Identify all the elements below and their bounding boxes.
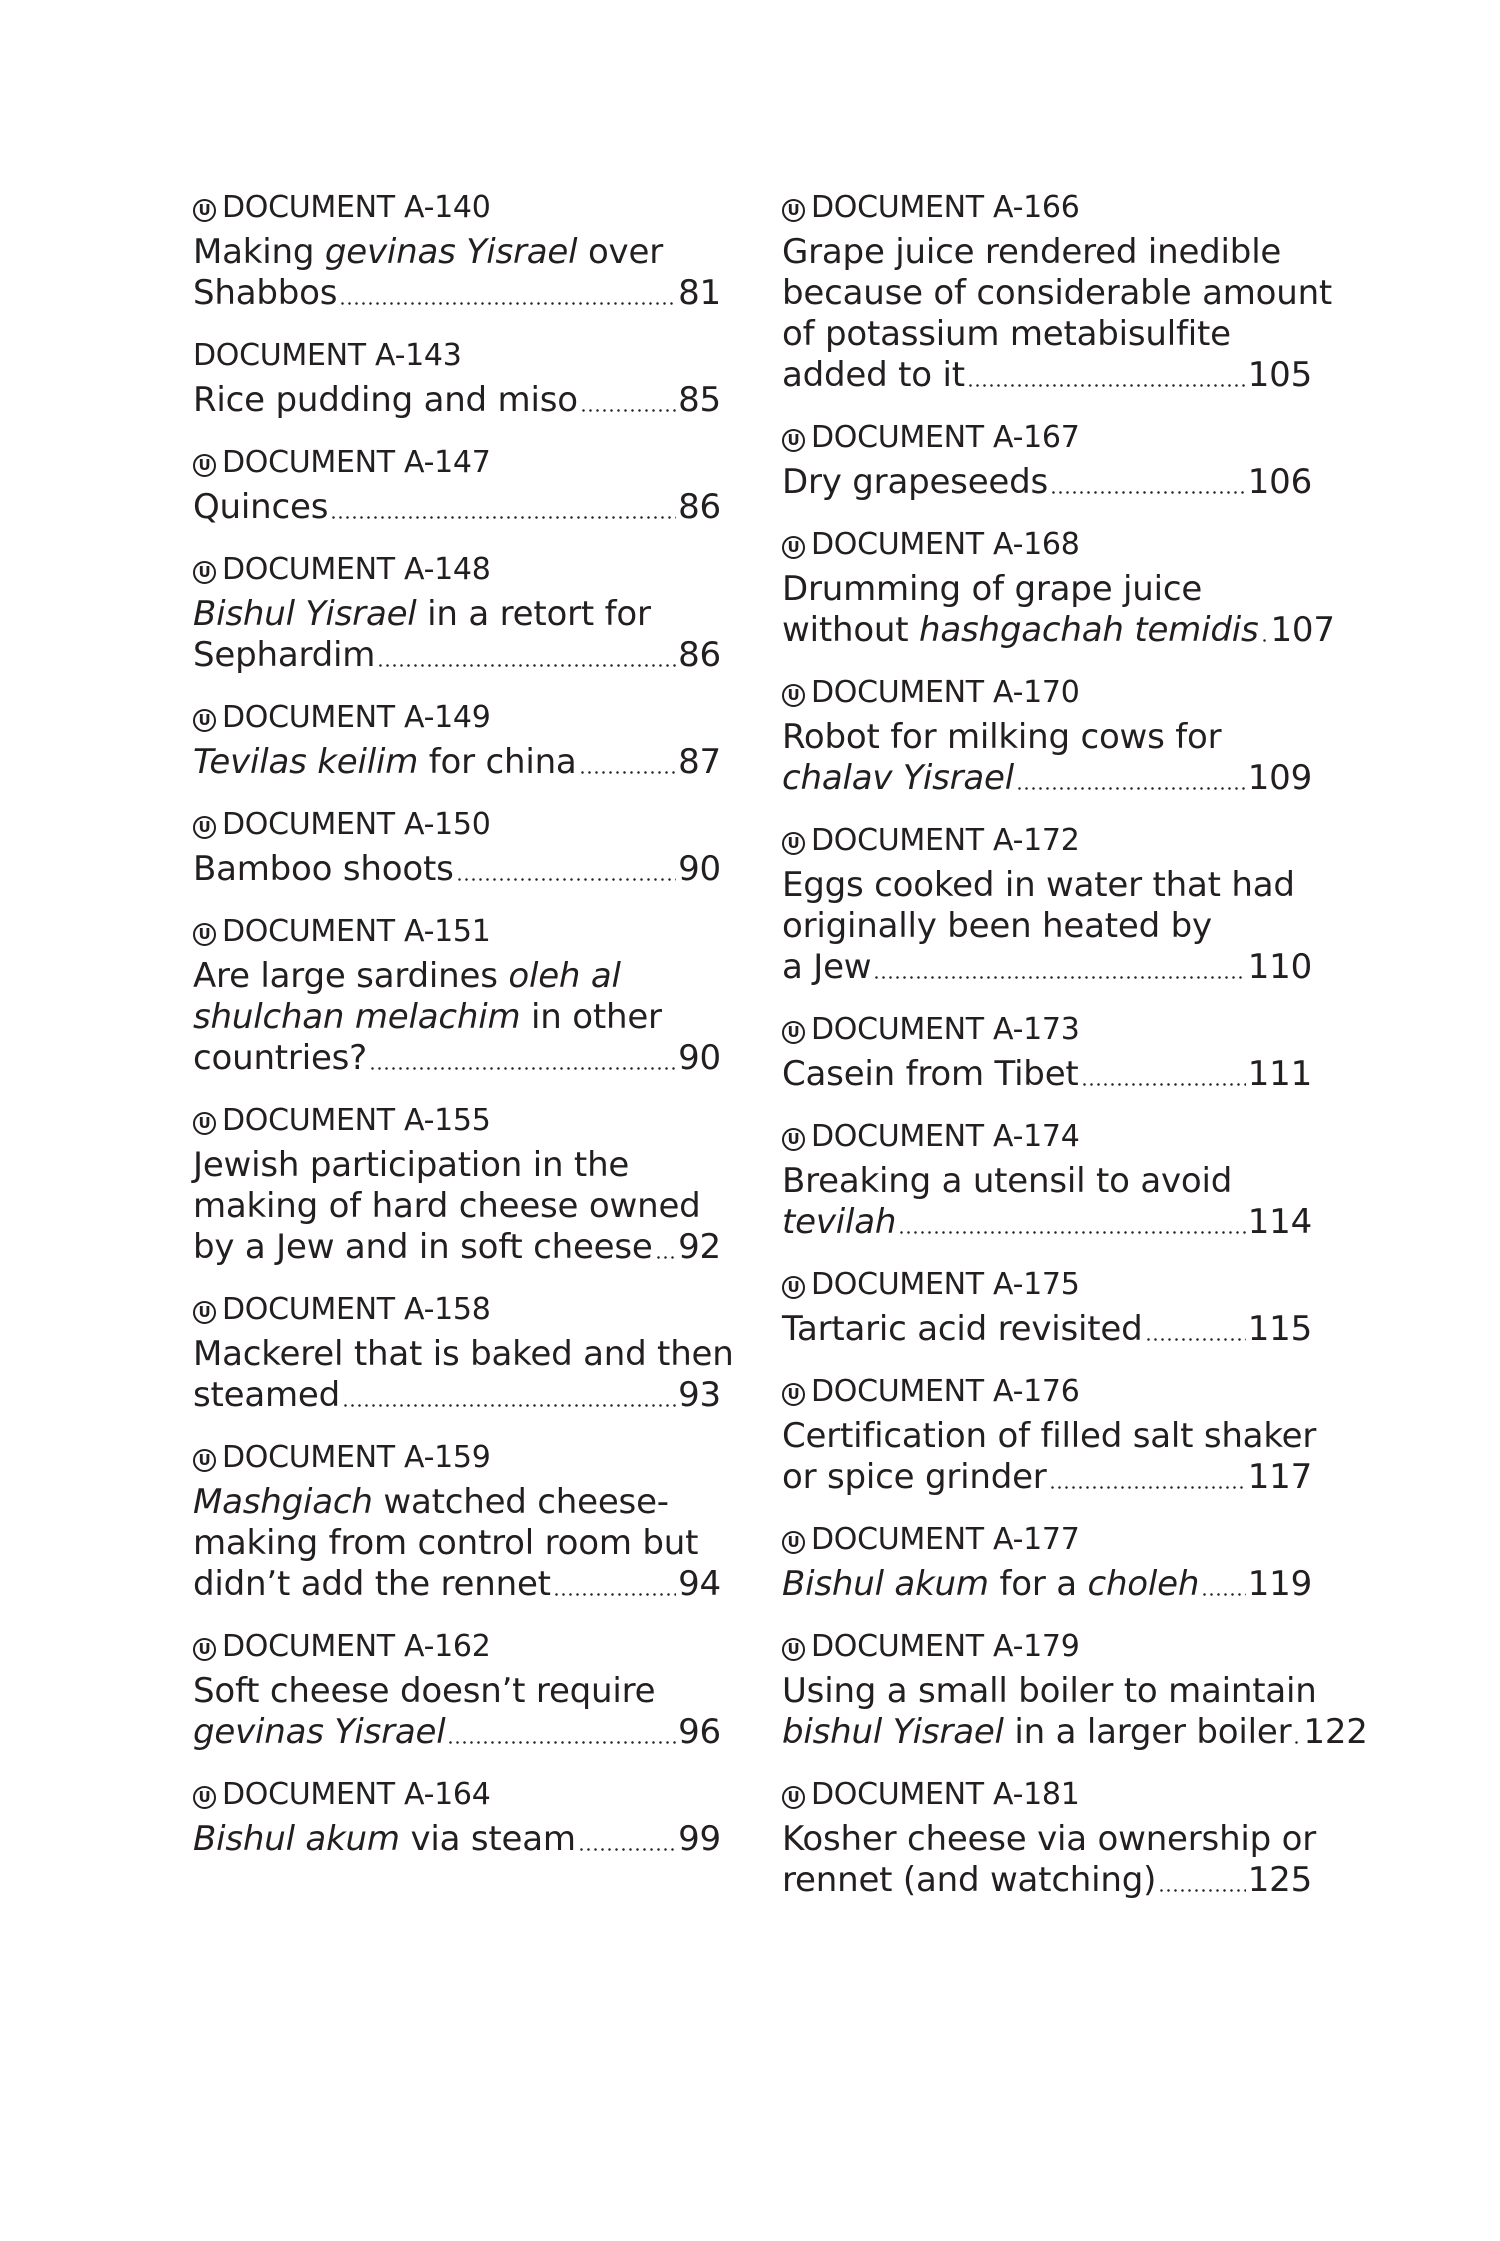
ou-symbol-icon: U <box>782 832 805 855</box>
ou-symbol-icon: U <box>782 1638 805 1661</box>
title-line <box>193 742 721 783</box>
document-number: DOCUMENT A-155 <box>222 1103 491 1138</box>
document-heading <box>782 1372 1312 1412</box>
title-text <box>782 610 1259 651</box>
entry-title <box>782 717 1312 799</box>
document-number: DOCUMENT A-181 <box>811 1777 1080 1812</box>
title-segment: Robot for milking cows for <box>782 717 1222 757</box>
title-line <box>193 635 721 676</box>
document-number: DOCUMENT A-159 <box>222 1440 491 1475</box>
title-text <box>782 758 1014 799</box>
title-segment: for china <box>418 742 577 782</box>
ou-symbol-icon: U <box>193 709 216 732</box>
toc-entry[interactable] <box>782 1520 1312 1605</box>
title-text <box>782 1860 1156 1901</box>
toc-left-column <box>193 188 734 1860</box>
title-segment: Sephardim <box>193 635 376 675</box>
title-segment: Rice pudding and miso <box>193 380 578 420</box>
title-line <box>782 1202 1312 1243</box>
document-heading <box>782 525 1312 565</box>
toc-entry[interactable] <box>782 525 1335 651</box>
entry-title <box>782 232 1333 396</box>
document-number: DOCUMENT A-175 <box>811 1267 1080 1302</box>
entry-title <box>193 742 721 783</box>
title-line <box>782 1860 1312 1901</box>
toc-entry[interactable] <box>193 1438 721 1605</box>
document-heading <box>193 805 721 845</box>
dot-leader <box>456 878 677 881</box>
dot-leader <box>967 384 1246 387</box>
italic-term: gevinas Yisrael <box>324 232 578 272</box>
title-segment: Making <box>193 232 325 272</box>
toc-entry[interactable] <box>193 188 721 314</box>
dot-leader <box>898 1231 1245 1234</box>
title-line <box>193 997 721 1038</box>
toc-entry[interactable] <box>782 188 1333 396</box>
title-line <box>193 849 721 890</box>
dot-leader <box>1201 1593 1245 1596</box>
toc-entry[interactable] <box>782 418 1312 503</box>
title-segment: in a larger boiler <box>1003 1712 1292 1752</box>
title-line <box>782 717 1312 758</box>
toc-entry[interactable] <box>782 1265 1312 1350</box>
title-text <box>782 355 965 396</box>
page-number: 86 <box>678 487 721 527</box>
entry-title <box>193 594 721 676</box>
dot-leader <box>578 1848 676 1851</box>
title-line <box>193 1712 721 1753</box>
title-line <box>193 1038 721 1079</box>
document-number: DOCUMENT A-158 <box>222 1292 491 1327</box>
ou-symbol-icon: U <box>193 1112 216 1135</box>
dot-leader <box>342 1404 676 1407</box>
document-heading <box>193 1438 721 1478</box>
document-heading <box>193 188 721 228</box>
dot-leader <box>1081 1083 1246 1086</box>
title-segment: Jewish participation in the <box>193 1145 630 1185</box>
title-line <box>193 232 721 273</box>
document-number: DOCUMENT A-166 <box>811 190 1080 225</box>
toc-entry[interactable] <box>193 1775 721 1860</box>
title-segment: by a Jew and in soft cheese <box>193 1227 653 1267</box>
ou-symbol-icon: U <box>193 454 216 477</box>
dot-leader <box>1016 787 1246 790</box>
title-segment: Tartaric acid revisited <box>782 1309 1143 1349</box>
title-line <box>782 314 1312 355</box>
document-number: DOCUMENT A-172 <box>811 823 1080 858</box>
document-heading <box>193 336 721 376</box>
title-segment: watched cheese- <box>372 1482 669 1522</box>
entry-title <box>193 232 721 314</box>
title-line <box>193 1523 721 1564</box>
dot-leader <box>655 1256 676 1259</box>
ou-symbol-icon: U <box>782 1786 805 1809</box>
title-segment: of potassium metabisulfite <box>782 314 1231 354</box>
entry-title <box>193 487 721 528</box>
entry-title <box>782 1819 1317 1901</box>
ou-symbol-icon: U <box>193 1638 216 1661</box>
document-heading <box>782 1117 1312 1157</box>
document-number: DOCUMENT A-177 <box>811 1522 1080 1557</box>
title-line <box>782 1671 1317 1712</box>
entry-title <box>782 569 1335 651</box>
title-line <box>193 1145 721 1186</box>
italic-term: shulchan melachim <box>193 997 521 1037</box>
dot-leader <box>579 771 677 774</box>
title-segment: rennet (and watching) <box>782 1860 1157 1900</box>
title-text <box>193 1227 653 1268</box>
title-line <box>193 1334 734 1375</box>
title-line <box>193 1482 721 1523</box>
entry-title <box>193 956 721 1079</box>
ou-symbol-icon: U <box>782 1383 805 1406</box>
toc-entry[interactable] <box>193 336 721 421</box>
title-segment: Certification of filled salt shaker <box>782 1416 1317 1456</box>
page-number: 110 <box>1247 947 1312 987</box>
document-heading <box>782 188 1312 228</box>
page-number: 117 <box>1247 1457 1312 1497</box>
italic-term: Bishul akum <box>782 1564 989 1604</box>
title-line <box>782 355 1312 396</box>
title-line <box>782 569 1312 610</box>
document-number: DOCUMENT A-150 <box>222 807 491 842</box>
ou-symbol-icon: U <box>782 1276 805 1299</box>
ou-symbol-icon: U <box>782 684 805 707</box>
document-heading <box>193 443 721 483</box>
title-text <box>782 462 1048 503</box>
dot-leader <box>1158 1889 1246 1892</box>
document-number: DOCUMENT A-151 <box>222 914 491 949</box>
toc-entry[interactable] <box>782 673 1312 799</box>
title-line <box>193 1227 721 1268</box>
ou-symbol-icon: U <box>782 1128 805 1151</box>
toc-entry[interactable] <box>193 1627 721 1753</box>
page-number: 114 <box>1247 1202 1312 1242</box>
page-number: 105 <box>1247 355 1312 395</box>
title-segment: for a <box>988 1564 1088 1604</box>
page-number: 99 <box>678 1819 721 1859</box>
title-text <box>782 1309 1143 1350</box>
page-number: 119 <box>1247 1564 1312 1604</box>
title-segment: Soft cheese doesn’t require <box>193 1671 656 1711</box>
ou-symbol-icon: U <box>193 923 216 946</box>
page-number: 107 <box>1270 610 1335 650</box>
title-line <box>782 1161 1312 1202</box>
title-line <box>193 956 721 997</box>
page-number: 109 <box>1247 758 1312 798</box>
title-line <box>193 380 721 421</box>
title-line <box>782 273 1333 314</box>
toc-entry[interactable] <box>193 550 721 676</box>
document-heading <box>782 1627 1312 1667</box>
ou-symbol-icon: U <box>193 199 216 222</box>
ou-symbol-icon: U <box>193 561 216 584</box>
ou-symbol-icon: U <box>193 816 216 839</box>
document-heading <box>782 1265 1312 1305</box>
toc-entry[interactable] <box>193 805 721 890</box>
entry-title <box>193 1671 721 1753</box>
ou-symbol-icon: U <box>193 1449 216 1472</box>
italic-term: tevilah <box>782 1202 897 1242</box>
dot-leader <box>580 409 676 412</box>
entry-title <box>193 380 721 421</box>
document-number: DOCUMENT A-143 <box>193 338 462 373</box>
title-segment: didn’t add the rennet <box>193 1564 551 1604</box>
title-text <box>193 1819 576 1860</box>
document-number: DOCUMENT A-179 <box>811 1629 1080 1664</box>
document-number: DOCUMENT A-167 <box>811 420 1080 455</box>
page-number: 81 <box>678 273 721 313</box>
italic-term: hashgachah temidis <box>919 610 1259 650</box>
title-text <box>193 1038 367 1079</box>
toc-entry[interactable] <box>193 698 721 783</box>
toc-entry[interactable] <box>782 1775 1317 1901</box>
italic-term: gevinas Yisrael <box>193 1712 446 1752</box>
document-heading <box>193 1290 721 1330</box>
title-line <box>782 1564 1312 1605</box>
ou-symbol-icon: U <box>782 1021 805 1044</box>
document-heading <box>193 698 721 738</box>
page-number: 93 <box>678 1375 721 1415</box>
document-heading <box>193 550 721 590</box>
title-line <box>782 610 1335 651</box>
title-segment: Casein from Tibet <box>782 1054 1079 1094</box>
toc-right-column <box>782 188 1368 1901</box>
entry-title <box>782 462 1312 503</box>
ou-symbol-icon: U <box>193 1786 216 1809</box>
document-number: DOCUMENT A-148 <box>222 552 491 587</box>
title-text <box>193 1564 551 1605</box>
page-number: 122 <box>1303 1712 1368 1752</box>
document-number: DOCUMENT A-149 <box>222 700 491 735</box>
page-number: 85 <box>678 380 721 420</box>
page-number: 115 <box>1247 1309 1312 1349</box>
entry-title <box>782 1309 1312 1350</box>
toc-entry[interactable] <box>782 1117 1312 1243</box>
italic-term: bishul Yisrael <box>782 1712 1004 1752</box>
title-segment: Drumming of grape juice <box>782 569 1203 609</box>
page-number: 86 <box>678 635 721 675</box>
ou-symbol-icon: U <box>193 1301 216 1324</box>
page-number: 111 <box>1247 1054 1312 1094</box>
title-text <box>193 1375 340 1416</box>
document-number: DOCUMENT A-164 <box>222 1777 491 1812</box>
ou-symbol-icon: U <box>782 199 805 222</box>
dot-leader <box>339 302 676 305</box>
dot-leader <box>1293 1741 1301 1744</box>
page-number: 125 <box>1247 1860 1312 1900</box>
entry-title <box>782 1416 1317 1498</box>
title-text <box>193 1712 445 1753</box>
dot-leader <box>330 516 676 519</box>
title-segment: Bamboo shoots <box>193 849 454 889</box>
title-segment: Shabbos <box>193 273 338 313</box>
title-text <box>782 1202 896 1243</box>
title-line <box>782 865 1312 906</box>
title-line <box>193 1375 721 1416</box>
page-number: 90 <box>678 1038 721 1078</box>
document-heading <box>193 1627 721 1667</box>
ou-symbol-icon: U <box>782 1531 805 1554</box>
dot-leader <box>377 664 676 667</box>
title-text <box>193 380 578 421</box>
italic-term: chalav Yisrael <box>782 758 1014 798</box>
toc-entry[interactable] <box>193 1101 721 1268</box>
page-number: 96 <box>678 1712 721 1752</box>
title-segment: Dry grapeseeds <box>782 462 1049 502</box>
entry-title <box>782 1161 1312 1243</box>
toc-entry[interactable] <box>782 1372 1317 1498</box>
entry-title <box>782 1671 1368 1753</box>
page-number: 92 <box>678 1227 721 1267</box>
document-number: DOCUMENT A-168 <box>811 527 1080 562</box>
title-segment: Quinces <box>193 487 329 527</box>
document-heading <box>782 821 1312 861</box>
document-heading <box>782 418 1312 458</box>
title-line <box>782 1309 1312 1350</box>
title-segment: Breaking a utensil to avoid <box>782 1161 1233 1201</box>
page-number: 90 <box>678 849 721 889</box>
toc-entry[interactable] <box>193 1290 734 1416</box>
dot-leader <box>1261 639 1269 642</box>
title-segment: or spice grinder <box>782 1457 1047 1497</box>
italic-term: oleh al <box>508 956 621 996</box>
title-segment: in a retort for <box>416 594 651 634</box>
title-line <box>193 1564 721 1605</box>
title-text <box>193 273 337 314</box>
document-number: DOCUMENT A-174 <box>811 1119 1080 1154</box>
dot-leader <box>553 1593 676 1596</box>
entry-title <box>193 1145 721 1268</box>
title-text <box>193 849 454 890</box>
title-segment: Mackerel that is baked and then <box>193 1334 734 1374</box>
document-heading <box>782 673 1312 713</box>
dot-leader <box>1145 1338 1246 1341</box>
title-line <box>782 1819 1317 1860</box>
toc-entry[interactable] <box>193 912 721 1079</box>
title-line <box>193 273 721 314</box>
title-line <box>782 947 1312 988</box>
dot-leader <box>1050 491 1246 494</box>
title-line <box>782 1416 1317 1457</box>
title-line <box>782 1712 1368 1753</box>
document-number: DOCUMENT A-176 <box>811 1374 1080 1409</box>
document-number: DOCUMENT A-147 <box>222 445 491 480</box>
title-line <box>782 1054 1312 1095</box>
title-segment: a Jew <box>782 947 872 987</box>
title-segment: making of hard cheese owned <box>193 1186 701 1226</box>
document-heading <box>193 1101 721 1141</box>
title-text <box>193 635 375 676</box>
italic-term: Mashgiach <box>193 1482 373 1522</box>
title-text <box>782 947 871 988</box>
title-text <box>782 1712 1291 1753</box>
document-heading <box>782 1010 1312 1050</box>
title-line <box>193 1671 721 1712</box>
title-text <box>193 742 577 783</box>
title-line <box>193 594 721 635</box>
document-number: DOCUMENT A-170 <box>811 675 1080 710</box>
title-line <box>193 1819 721 1860</box>
title-line <box>193 1186 721 1227</box>
document-heading <box>193 1775 721 1815</box>
dot-leader <box>369 1067 676 1070</box>
dot-leader <box>873 976 1245 979</box>
document-number: DOCUMENT A-173 <box>811 1012 1080 1047</box>
page-number: 106 <box>1247 462 1312 502</box>
entry-title <box>193 1482 721 1605</box>
dot-leader <box>1049 1486 1246 1489</box>
title-segment: originally been heated by <box>782 906 1212 946</box>
toc-entry[interactable] <box>193 443 721 528</box>
title-segment: Kosher cheese via ownership or <box>782 1819 1317 1859</box>
title-segment: making from control room but <box>193 1523 699 1563</box>
title-text <box>782 1564 1199 1605</box>
toc-entry[interactable] <box>782 821 1312 988</box>
title-segment: because of considerable amount <box>782 273 1333 313</box>
toc-entry[interactable] <box>782 1010 1312 1095</box>
italic-term: Bishul Yisrael <box>193 594 417 634</box>
entry-title <box>193 1819 721 1860</box>
entry-title <box>193 1334 734 1416</box>
title-text <box>782 1054 1079 1095</box>
entry-title <box>782 1564 1312 1605</box>
title-segment: via steam <box>399 1819 576 1859</box>
italic-term: Bishul akum <box>193 1819 400 1859</box>
title-segment: Using a small boiler to maintain <box>782 1671 1317 1711</box>
title-line <box>782 232 1312 273</box>
dot-leader <box>447 1741 676 1744</box>
title-segment: in other <box>520 997 662 1037</box>
title-text <box>193 487 328 528</box>
document-number: DOCUMENT A-140 <box>222 190 491 225</box>
italic-term: Tevilas keilim <box>193 742 419 782</box>
title-segment: without <box>782 610 920 650</box>
entry-title <box>782 1054 1312 1095</box>
document-heading <box>782 1520 1312 1560</box>
title-segment: Eggs cooked in water that had <box>782 865 1295 905</box>
document-number: DOCUMENT A-162 <box>222 1629 491 1664</box>
entry-title <box>782 865 1312 988</box>
title-segment: over <box>577 232 663 272</box>
toc-entry[interactable] <box>782 1627 1368 1753</box>
document-heading <box>193 912 721 952</box>
document-heading <box>782 1775 1312 1815</box>
title-text <box>782 1457 1047 1498</box>
title-segment: Grape juice rendered inedible <box>782 232 1282 272</box>
title-line <box>782 462 1312 503</box>
title-line <box>782 1457 1312 1498</box>
title-line <box>782 758 1312 799</box>
title-segment: added to it <box>782 355 965 395</box>
entry-title <box>193 849 721 890</box>
title-segment: steamed <box>193 1375 341 1415</box>
italic-term: choleh <box>1087 1564 1200 1604</box>
title-segment: Are large sardines <box>193 956 509 996</box>
title-line <box>193 487 721 528</box>
page-number: 87 <box>678 742 721 782</box>
title-segment: countries? <box>193 1038 368 1078</box>
ou-symbol-icon: U <box>782 536 805 559</box>
title-line <box>782 906 1312 947</box>
ou-symbol-icon: U <box>782 429 805 452</box>
page-number: 94 <box>678 1564 721 1604</box>
